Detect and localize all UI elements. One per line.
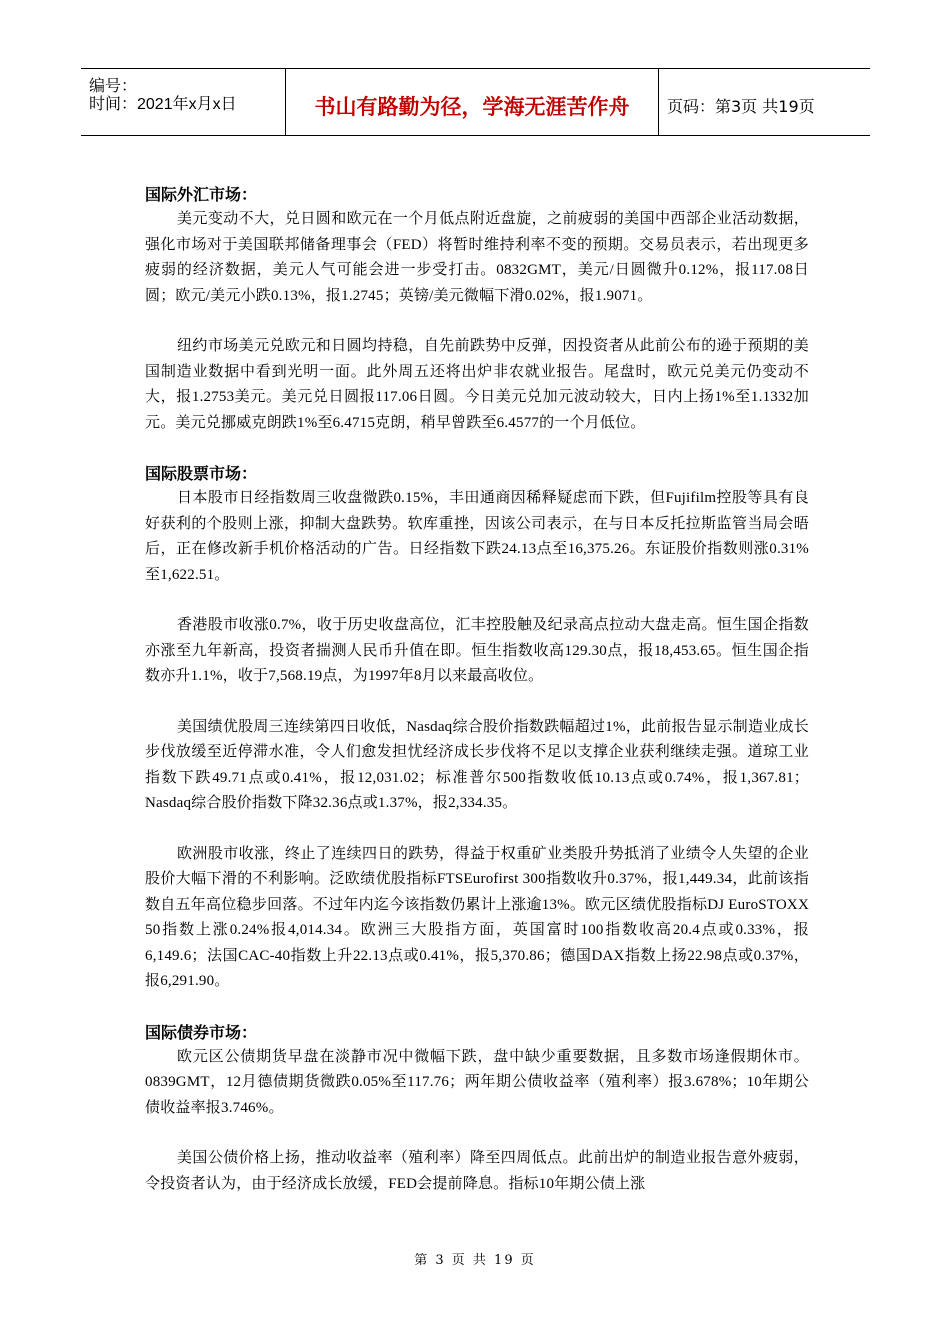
page-header (81, 68, 870, 136)
page-info: 页码：第3页 共19页 (667, 97, 815, 116)
motto: 书山有路勤为径，学海无涯苦作舟 (314, 95, 630, 119)
paragraph: 美元变动不大，兑日圆和欧元在一个月低点附近盘旋，之前疲弱的美国中西部企业活动数据，强化市场对于美国联邦储备理事会（FED）将暂时维持利率不变的预期。交易员表示，若出现更多疲弱的经济数据，美元人气可能会进一步受打击。0832GMT，美元/日圆微升0.12%，报117.08日圆；欧元/美元小跌0.13%，报1.2745；英镑/美元微幅下滑0.02%，报1.9071。 (145, 211, 809, 304)
paragraph: 美国公债价格上扬，推动收益率（殖利率）降至四周低点。此前出炉的制造业报告意外疲弱，令投资者认为，由于经济成长放缓，FED会提前降息。指标10年期公债上涨 (145, 1150, 809, 1192)
code-label: 编号： (89, 78, 138, 95)
paragraph: 欧洲股市收涨，终止了连续四日的跌势，得益于权重矿业类股升势抵消了业绩令人失望的企业股价大幅下滑的不利影响。泛欧绩优股指标FTSEurofirst 300指数收升0.37%，报1,449.34，此前该指数自五年高位稳步回落。不过年内迄今该指数仍累计上涨逾13%。欧元区绩优股指标DJ EuroSTOXX 50指数上涨0.24%报4,014.34。欧洲三大股指方面，英国富时100指数收高20.4点或0.33%，报6,149.6；法国CAC-40指数上升22.13点或0.41%，报5,370.86；德国DAX指数上扬22.98点或0.37%，报6,291.90。 (145, 845, 809, 989)
time-label: 时间：2021年x月x日 (89, 96, 237, 113)
section-title: 国际股票市场： (145, 464, 258, 483)
header-motto-cell (286, 69, 659, 135)
section-title: 国际债券市场： (145, 1022, 258, 1042)
paragraph: 美国绩优股周三连续第四日收低，Nasdaq综合股价指数跌幅超过1%，此前报告显示制造业成长步伐放缓至近停滞水准，令人们愈发担忧经济成长步伐将不足以支撑企业获利继续走强。道琼工业指数下跌49.71点或0.41%，报12,031.02；标准普尔500指数收低10.13点或0.74%，报1,367.81；Nasdaq综合股价指数下降32.36点或1.37%，报2,334.35。 (145, 718, 809, 811)
paragraph: 香港股市收涨0.7%，收于历史收盘高位，汇丰控股触及纪录高点拉动大盘走高。恒生国企指数亦涨至九年新高，投资者揣测人民币升值在即。恒生指数收高129.30点，报18,453.65。恒生国企指数亦升1.1%，收于7,568.19点，为1997年8月以来最高收位。 (145, 617, 809, 684)
paragraph: 欧元区公债期货早盘在淡静市况中微幅下跌，盘中缺少重要数据，且多数市场逢假期休市。0839GMT，12月德债期货微跌0.05%至117.76；两年期公债收益率（殖利率）报3.678%；10年期公债收益率报3.746%。 (145, 1048, 809, 1116)
paragraph: 日本股市日经指数周三收盘微跌0.15%，丰田通商因稀释疑虑而下跌，但Fujifilm控股等具有良好获利的个股则上涨，抑制大盘跌势。软库重挫，因该公司表示，在与日本反托拉斯监管当局会晤后，正在修改新手机价格活动的广告。日经指数下跌24.13点至16,375.26。东证股价指数则涨0.31%至1,622.51。 (145, 490, 809, 583)
header-meta-cell (81, 69, 286, 135)
page-footer: 第 3 页 共 19 页 (414, 1253, 536, 1268)
document-body (145, 182, 809, 1197)
header-page-cell (659, 69, 870, 135)
paragraph: 纽约市场美元兑欧元和日圆均持稳，自先前跌势中反弹，因投资者从此前公布的逊于预期的美国制造业数据中看到光明一面。此外周五还将出炉非农就业报告。尾盘时，欧元兑美元仍变动不大，报1.2753美元。美元兑日圆报117.06日圆。今日美元兑加元波动较大，日内上扬1%至1.1332加元。美元兑挪威克朗跌1%至6.4715克朗，稍早曾跌至6.4577的一个月低位。 (145, 338, 809, 431)
section-title: 国际外汇市场： (145, 185, 258, 204)
